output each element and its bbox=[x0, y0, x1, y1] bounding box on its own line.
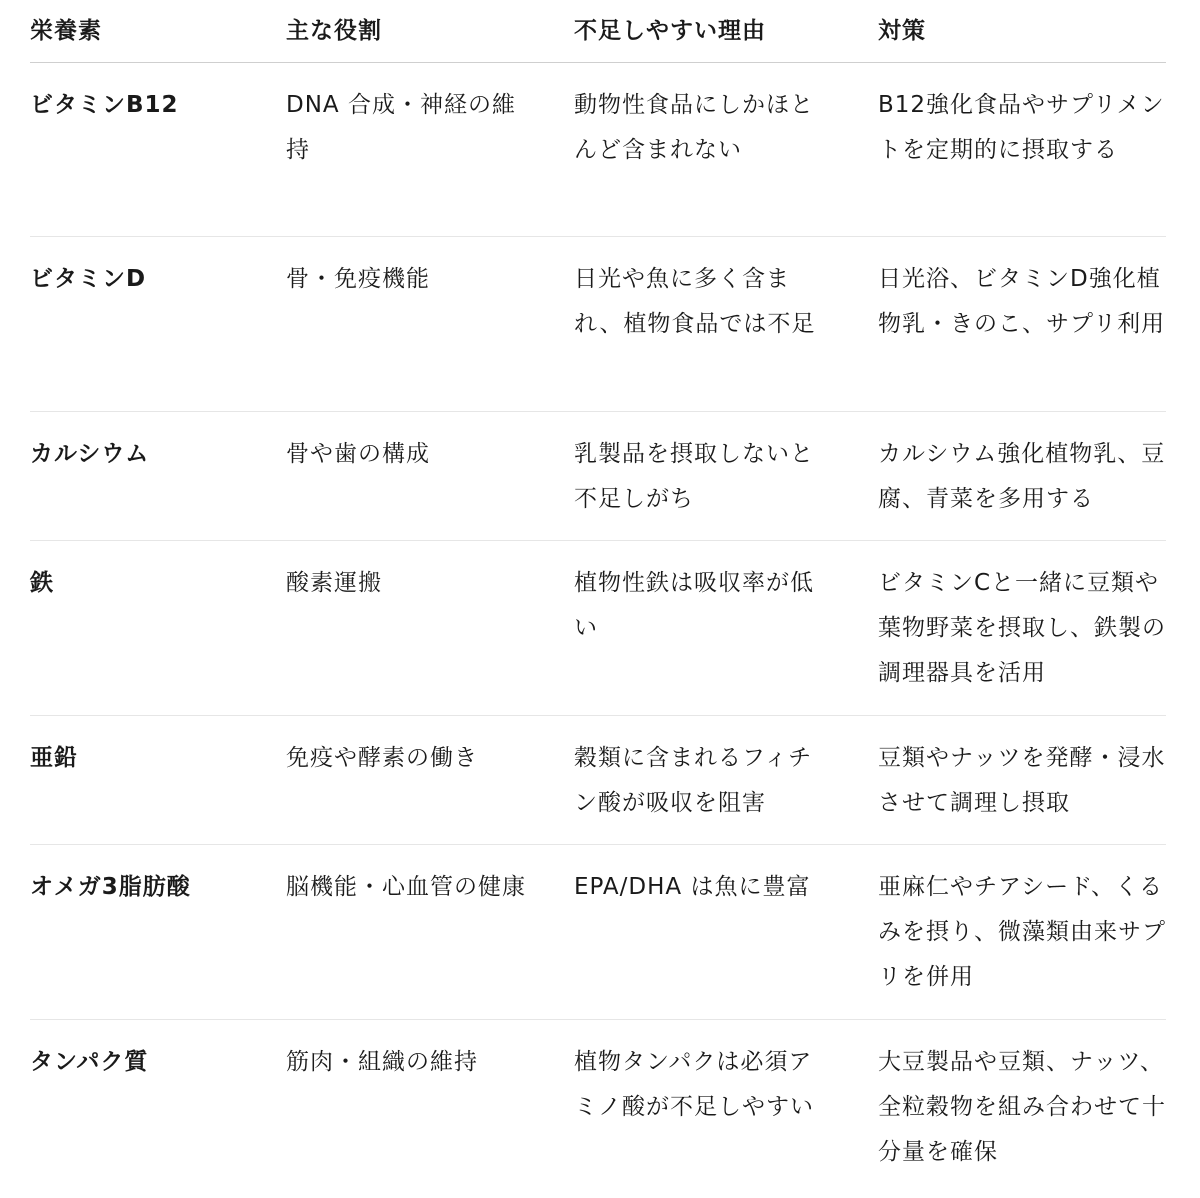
cell-reason: 穀類に含まれるフィチン酸が吸収を阻害 bbox=[574, 745, 813, 816]
table-row bbox=[30, 845, 1166, 1020]
header-nutrient: 栄養素 bbox=[30, 18, 102, 44]
cell-nutrient: ビタミンD bbox=[30, 266, 147, 292]
cell-reason: 植物タンパクは必須アミノ酸が不足しやすい bbox=[574, 1049, 814, 1120]
cell-measure: カルシウム強化植物乳、豆腐、青菜を多用する bbox=[878, 441, 1166, 512]
cell-role: DNA 合成・神経の維持 bbox=[286, 92, 516, 163]
cell-reason: 動物性食品にしかほとんど含まれない bbox=[574, 92, 814, 163]
cell-reason: 植物性鉄は吸収率が低い bbox=[574, 570, 814, 641]
nutrient-table bbox=[30, 0, 1166, 1194]
header-role: 主な役割 bbox=[286, 18, 382, 44]
cell-nutrient: カルシウム bbox=[30, 441, 150, 467]
cell-reason: EPA/DHA は魚に豊富 bbox=[574, 874, 811, 900]
cell-measure: ビタミンCと一緒に豆類や葉物野菜を摂取し、鉄製の調理器具を活用 bbox=[878, 570, 1166, 686]
cell-role: 脳機能・心血管の健康 bbox=[286, 874, 526, 900]
table-row bbox=[30, 63, 1166, 237]
cell-measure: 亜麻仁やチアシード、くるみを摂り、微藻類由来サプリを併用 bbox=[878, 874, 1166, 990]
cell-reason: 乳製品を摂取しないと不足しがち bbox=[574, 441, 814, 512]
cell-measure: 大豆製品や豆類、ナッツ、全粒穀物を組み合わせて十分量を確保 bbox=[878, 1049, 1166, 1165]
header-reason: 不足しやすい理由 bbox=[574, 18, 766, 44]
cell-role: 免疫や酵素の働き bbox=[286, 745, 478, 771]
table-row bbox=[30, 237, 1166, 412]
table-row bbox=[30, 716, 1166, 845]
cell-reason: 日光や魚に多く含まれ、植物食品では不足 bbox=[574, 266, 816, 337]
cell-nutrient: オメガ3脂肪酸 bbox=[30, 874, 191, 900]
cell-measure: B12強化食品やサプリメントを定期的に摂取する bbox=[878, 92, 1165, 163]
table-row bbox=[30, 1020, 1166, 1194]
cell-role: 酸素運搬 bbox=[286, 570, 382, 596]
cell-measure: 豆類やナッツを発酵・浸水させて調理し摂取 bbox=[878, 745, 1166, 816]
table-header-row bbox=[30, 0, 1166, 63]
table-row bbox=[30, 541, 1166, 716]
cell-role: 筋肉・組織の維持 bbox=[286, 1049, 478, 1075]
cell-role: 骨や歯の構成 bbox=[286, 441, 430, 467]
cell-nutrient: 鉄 bbox=[30, 570, 54, 596]
cell-role: 骨・免疫機能 bbox=[286, 266, 430, 292]
cell-nutrient: 亜鉛 bbox=[30, 745, 78, 771]
cell-nutrient: タンパク質 bbox=[30, 1049, 149, 1075]
header-measure: 対策 bbox=[878, 18, 926, 44]
cell-measure: 日光浴、ビタミンD強化植物乳・きのこ、サプリ利用 bbox=[878, 266, 1166, 337]
table-row bbox=[30, 412, 1166, 541]
cell-nutrient: ビタミンB12 bbox=[30, 92, 179, 118]
